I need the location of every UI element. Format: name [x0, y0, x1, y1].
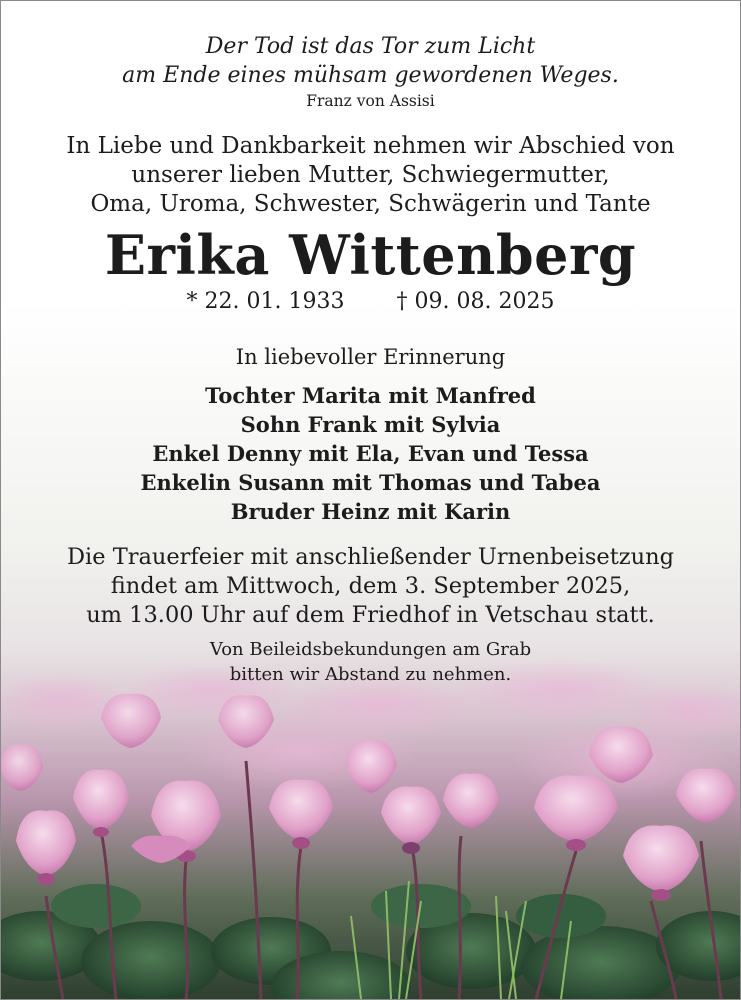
mourner-line: Sohn Frank mit Sylvia — [240, 412, 501, 437]
mourner-line: Enkel Denny mit Ela, Evan und Tessa — [152, 441, 589, 466]
intro-line: unserer lieben Mutter, Schwiegermutter, — [131, 162, 610, 188]
birth-date: * 22. 01. 1933 — [186, 289, 345, 314]
mourner-line: Enkelin Susann mit Thomas und Tabea — [140, 470, 601, 495]
service-info-line: findet am Mittwoch, dem 3. September 2025, — [110, 573, 631, 599]
mourner-line: Bruder Heinz mit Karin — [230, 499, 511, 524]
condolence-note: bitten wir Abstand zu nehmen. — [229, 664, 512, 685]
memory-heading: In liebevoller Erinnerung — [235, 345, 506, 369]
service-info-line: um 13.00 Uhr auf dem Friedhof in Vetschau statt. — [86, 602, 655, 628]
notice-text — [1, 1, 740, 687]
mourners-list — [1, 381, 740, 526]
condolence-note: Von Beileidsbekundungen am Grab — [209, 639, 532, 660]
service-info-line: Die Trauerfeier mit anschließender Urnenbeisetzung — [66, 544, 675, 570]
quote-author: Franz von Assisi — [306, 92, 435, 110]
death-date: † 09. 08. 2025 — [396, 289, 555, 314]
deceased-name: Erika Wittenberg — [104, 223, 637, 287]
quote-line: am Ende eines mühsam gewordenen Weges. — [122, 63, 619, 88]
mourner-line: Tochter Marita mit Manfred — [205, 383, 536, 408]
quote-line: Der Tod ist das Tor zum Licht — [205, 34, 536, 59]
intro-line: Oma, Uroma, Schwester, Schwägerin und Tante — [90, 191, 651, 217]
intro-line: In Liebe und Dankbarkeit nehmen wir Abschied von — [66, 133, 675, 159]
life-dates — [1, 287, 740, 317]
